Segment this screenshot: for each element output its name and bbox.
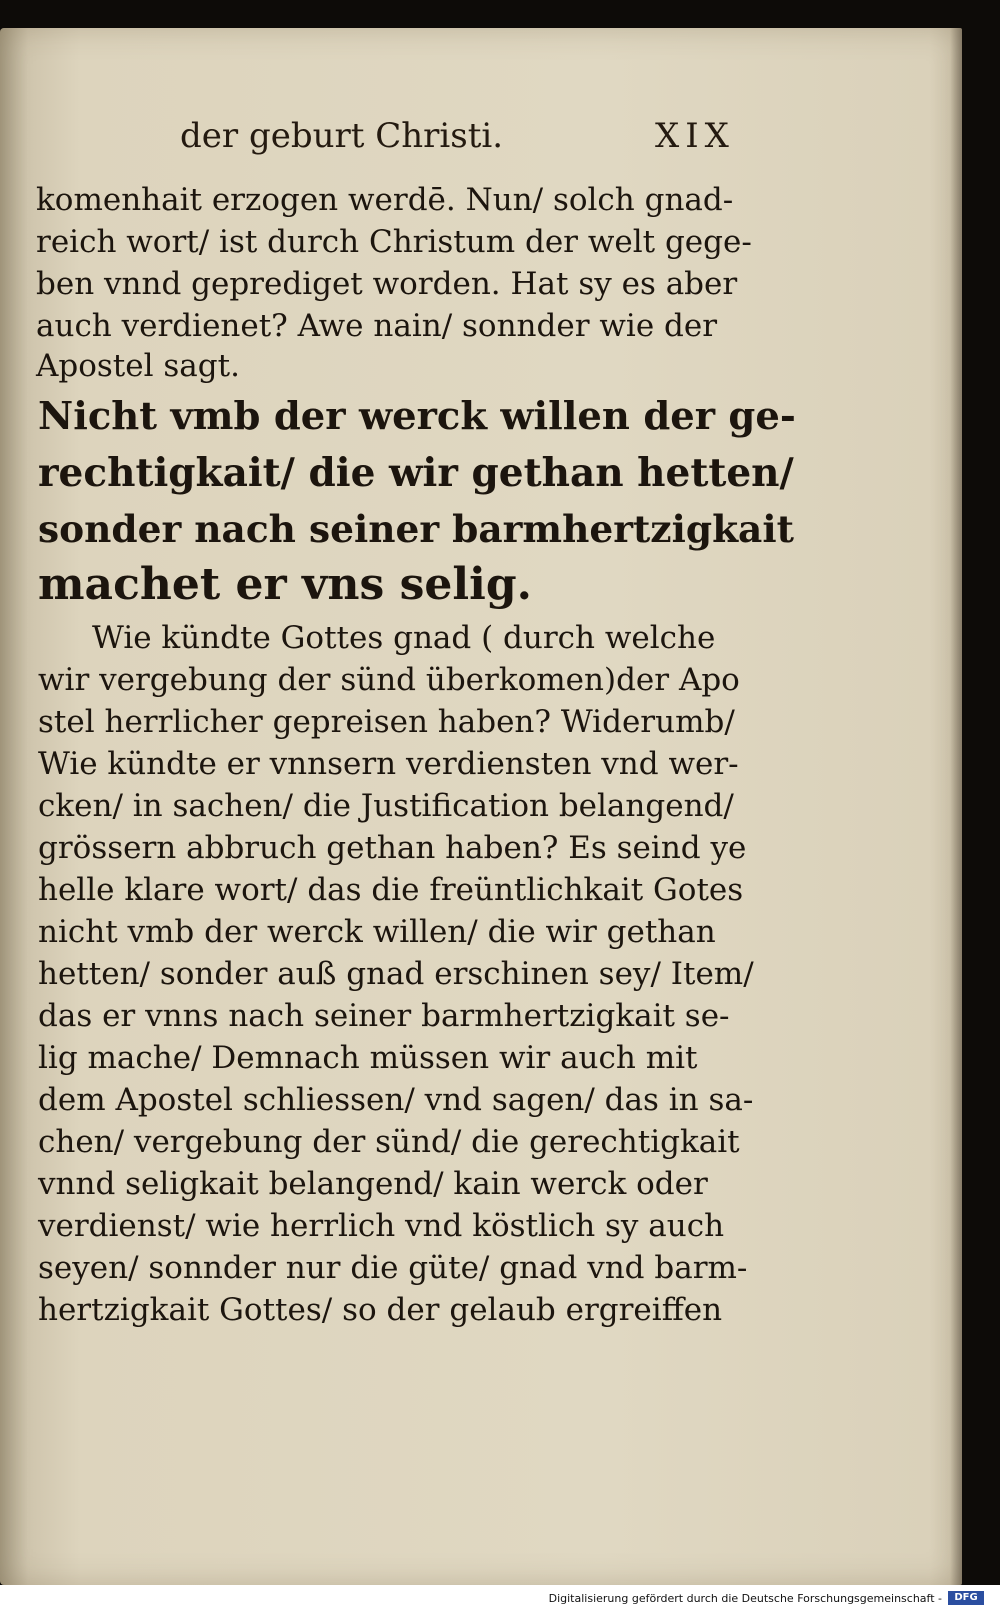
quote-line: sonder nach seiner barmhertzigkait — [38, 507, 794, 551]
text-line: auch verdienet? Awe nain/ sonnder wie der — [36, 308, 718, 344]
text-line: stel herrlicher gepreisen haben? Widerumb/ — [38, 704, 735, 740]
text-line: grössern abbruch gethan haben? Es seind ye — [38, 830, 747, 866]
text-line: ben vnnd geprediget worden. Hat sy es aber — [36, 266, 738, 302]
text-line: Wie kündte Gottes gnad ( durch welche — [92, 620, 716, 656]
text-line: seyen/ sonnder nur die güte/ gnad vnd barm- — [38, 1250, 748, 1286]
text-line: cken/ in sachen/ die Justification belangend/ — [38, 788, 734, 824]
text-line: wir vergebung der sünd überkomen)der Apo — [38, 662, 740, 698]
quote-line: machet er vns selig. — [38, 559, 532, 610]
text-line: vnnd seligkait belangend/ kain werck oder — [38, 1166, 708, 1202]
text-line: dem Apostel schliessen/ vnd sagen/ das in sa- — [38, 1082, 754, 1118]
dfg-logo: DFG — [948, 1591, 984, 1605]
text-line: das er vnns nach seiner barmhertzigkait se- — [38, 998, 730, 1034]
digitization-credit: Digitalisierung gefördert durch die Deutsche Forschungsgemeinschaft - — [548, 1592, 942, 1605]
text-line: komenhait erzogen werdē. Nun/ solch gnad- — [36, 182, 734, 218]
text-line: Wie kündte er vnnsern verdiensten vnd wer- — [38, 746, 739, 782]
text-line: chen/ vergebung der sünd/ die gerechtigkait — [38, 1124, 740, 1160]
text-line: reich wort/ ist durch Christum der welt gege- — [36, 224, 752, 260]
text-line: hertzigkait Gottes/ so der gelaub ergreiffen — [38, 1292, 723, 1328]
text-line: verdienst/ wie herrlich vnd köstlich sy auch — [38, 1208, 725, 1244]
text-line: nicht vmb der werck willen/ die wir gethan — [38, 914, 716, 950]
text-line: hetten/ sonder auß gnad erschinen sey/ Item/ — [38, 956, 754, 992]
text-line: lig mache/ Demnach müssen wir auch mit — [38, 1040, 698, 1076]
folio-number: XIX — [655, 116, 735, 156]
text-line: Apostel sagt. — [36, 348, 240, 384]
text-line: helle klare wort/ das die freüntlichkait Gotes — [38, 872, 744, 908]
quote-line: Nicht vmb der werck willen der ge- — [38, 394, 796, 439]
quote-line: rechtigkait/ die wir gethan hetten/ — [38, 450, 794, 496]
book-page — [0, 28, 962, 1585]
running-title: der geburt Christi. — [180, 116, 504, 156]
